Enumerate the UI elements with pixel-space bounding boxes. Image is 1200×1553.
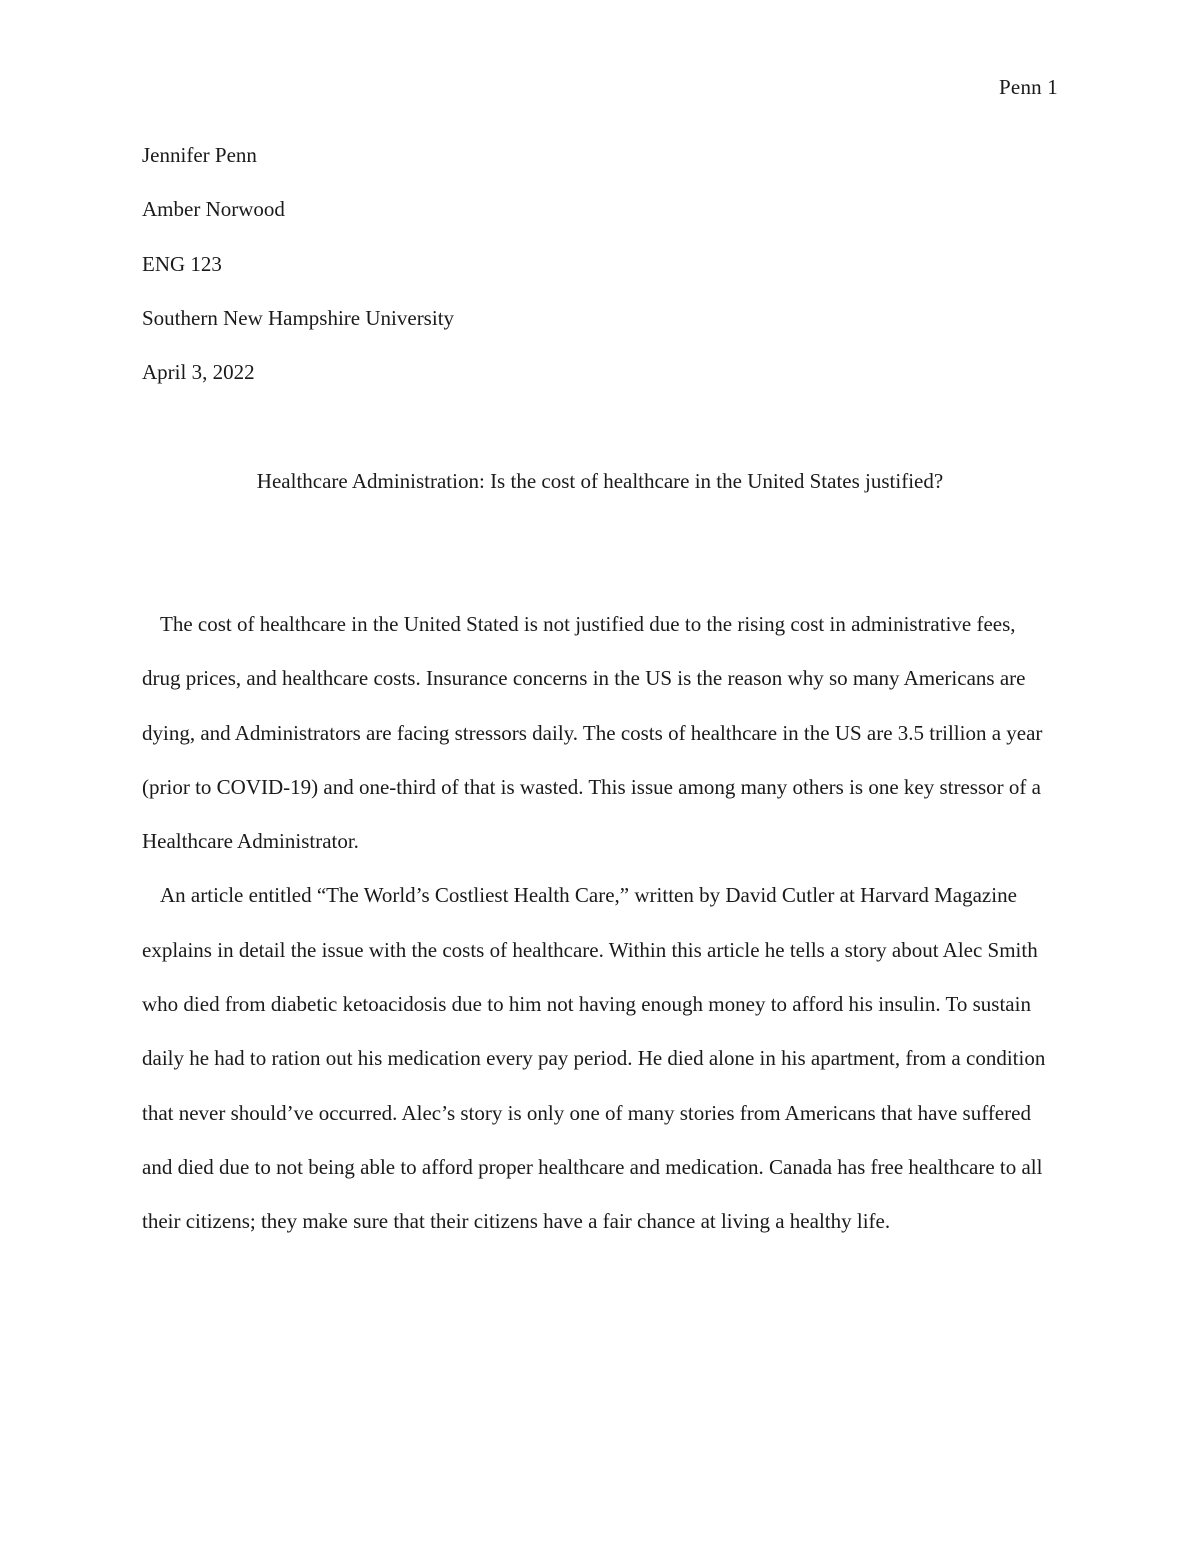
paragraph-1: The cost of healthcare in the United Stated is not justified due to the rising cost in administrative fees, drug prices, and healthcare costs. Insurance concerns in the US is the reason why so many Americans are dying, and Administrators are facing stressors daily. The costs of healthcare in the US are 3.5 trillion a year (prior to COVID-19) and one-third of that is wasted. This issue among many others is one key stressor of a Healthcare Administrator.	[142, 612, 1043, 854]
paragraph-2: An article entitled “The World’s Costliest Health Care,” written by David Cutler at Harvard Magazine explains in detail the issue with the costs of healthcare. Within this article he tells a story about Alec Smith who died from diabetic ketoacidosis due to him not having enough money to afford his insulin. To sustain daily he had to ration out his medication every pay period. He died alone in his apartment, from a condition that never should’ve occurred. Alec’s story is only one of many stories from Americans that have suffered and died due to not being able to afford proper healthcare and medication. Canada has free healthcare to all their citizens; they make sure that their citizens have a fair chance at living a healthy life.	[142, 883, 1046, 1234]
instructor-name: Amber Norwood	[142, 197, 285, 222]
document-date: April 3, 2022	[142, 360, 255, 385]
heading-block	[142, 140, 1058, 411]
paper-title: Healthcare Administration: Is the cost of healthcare in the United States justified?	[256, 469, 944, 493]
body-text	[142, 597, 1058, 1249]
institution-name: Southern New Hampshire University	[142, 305, 455, 330]
author-name: Jennifer Penn	[142, 143, 257, 167]
running-head: Penn 1	[999, 75, 1058, 99]
course-name: ENG 123	[142, 251, 222, 276]
